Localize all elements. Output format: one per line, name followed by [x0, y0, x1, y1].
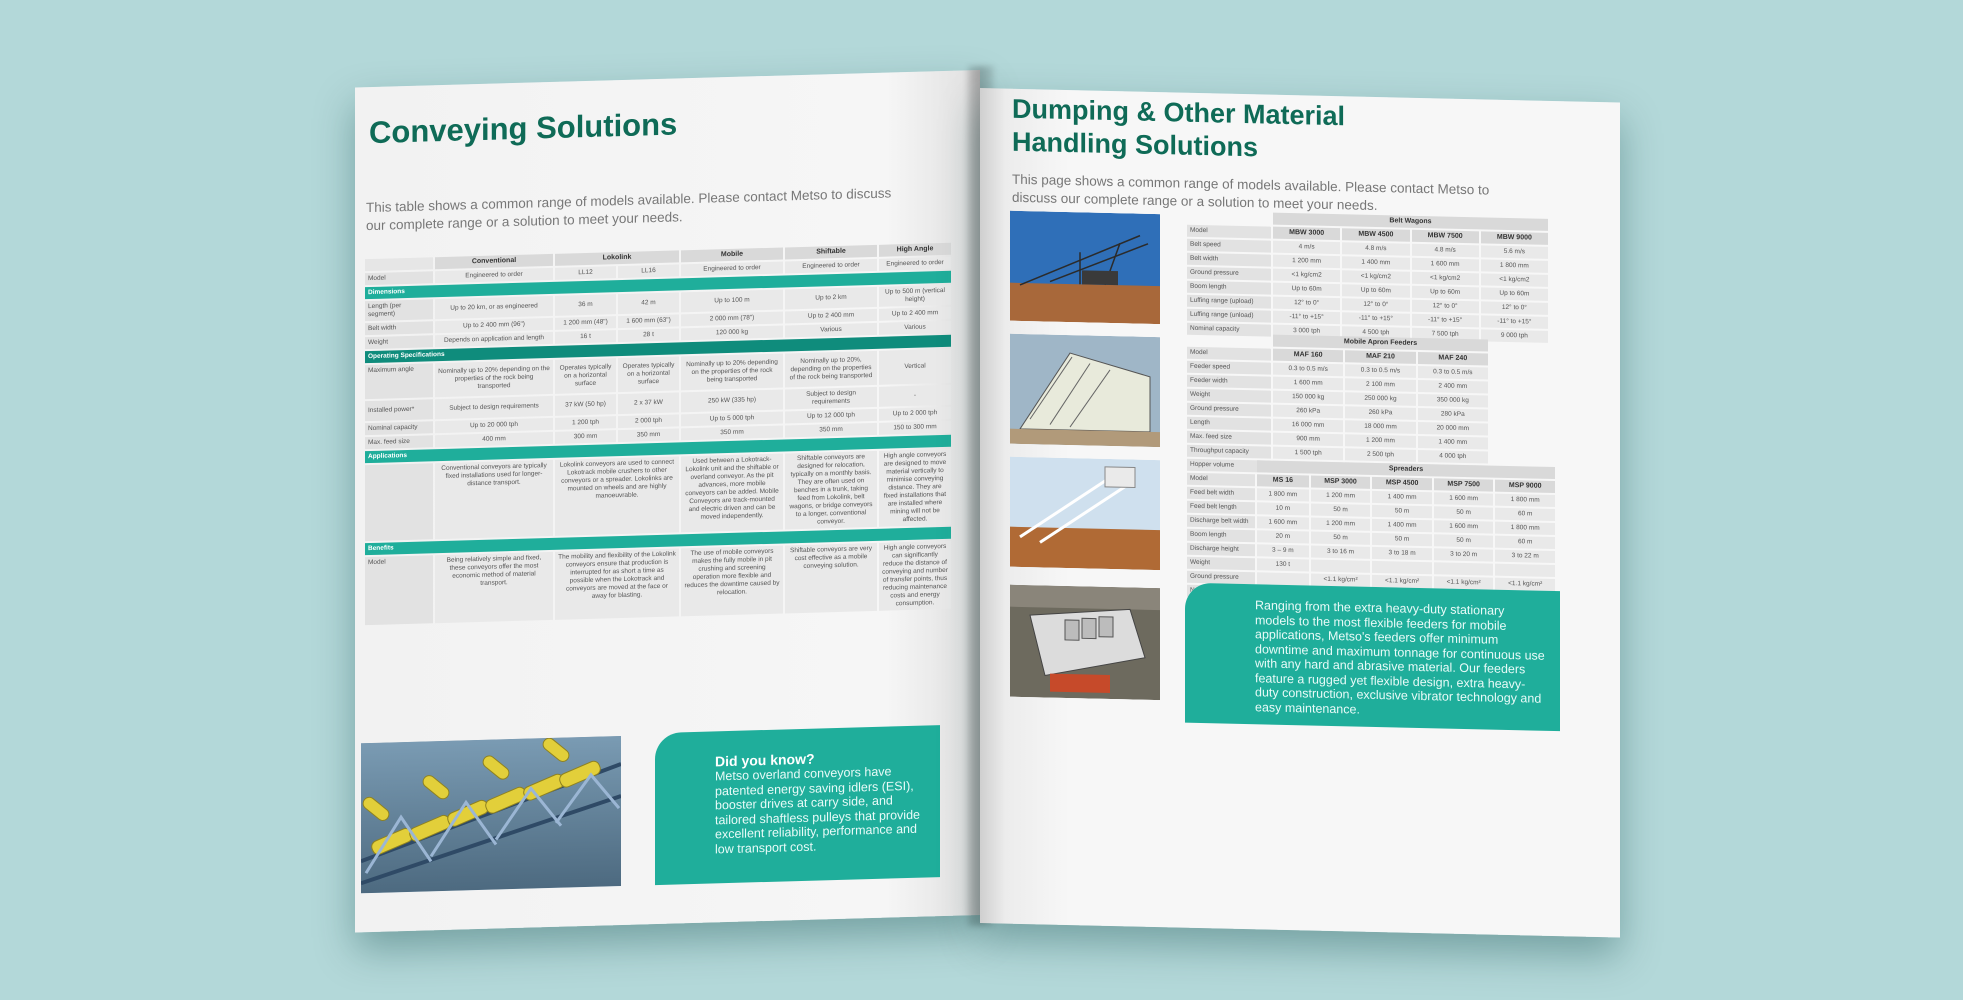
- table-cell: Engineered to order: [785, 259, 877, 274]
- table-cell: Model: [1187, 347, 1271, 361]
- table-cell: Feed belt length: [1187, 501, 1255, 515]
- table-cell: Feed belt width: [1187, 487, 1255, 501]
- table-cell: Belt speed: [1187, 239, 1271, 253]
- table-cell: Up to 2 km: [785, 287, 877, 310]
- table-header: MSP 3000: [1311, 476, 1371, 489]
- table-cell: 12° to 0°: [1481, 301, 1548, 315]
- table-cell: 4 m/s: [1273, 241, 1340, 255]
- table-cell: 10 m: [1257, 502, 1309, 515]
- table-cell: Maximum angle: [365, 363, 433, 399]
- table-cell: Model: [1187, 225, 1271, 239]
- table-cell: <1.1 kg/cm²: [1495, 578, 1555, 591]
- table-cell: Operates typically on a horizontal surface: [618, 356, 679, 392]
- table-cell: -11° to +15°: [1273, 311, 1340, 325]
- table-cell: 36 m: [555, 294, 616, 316]
- table-cell: Up to 60m: [1481, 287, 1548, 301]
- table-cell: 2 x 37 kW: [618, 392, 679, 414]
- table-cell: Engineered to order: [681, 262, 783, 277]
- table-cell: Up to 20 000 tph: [435, 418, 553, 433]
- table-cell: 2 000 tph: [618, 414, 679, 428]
- table-cell: <1.1 kg/cm²: [1372, 575, 1432, 588]
- did-you-know-box: [655, 725, 940, 885]
- table-cell: 120 000 kg: [681, 326, 783, 341]
- table-cell: Up to 2 000 tph: [879, 407, 951, 421]
- table-cell: Subject to design requirements: [435, 396, 553, 419]
- table-header: MBW 9000: [1481, 231, 1548, 245]
- section-band: Operating Specifications: [365, 335, 951, 363]
- apron-feeder-photo: [1010, 334, 1160, 447]
- table-cell: Conventional conveyors are typically fixed installations used for longer-distance transport.: [435, 460, 553, 539]
- title-line-2: Handling Solutions: [1012, 126, 1258, 163]
- table-cell: 2 000 mm (78"): [681, 312, 783, 327]
- table-cell: 900 mm: [1273, 433, 1343, 447]
- table-cell: <1 kg/cm2: [1273, 269, 1340, 283]
- table-cell: Ground pressure: [1187, 403, 1271, 417]
- table-cell: 1 600 mm (63"): [618, 314, 679, 328]
- section-band: Applications: [365, 435, 951, 463]
- table-cell: 5.6 m/s: [1481, 245, 1548, 259]
- table-cell: 130 t: [1257, 558, 1309, 571]
- table-cell: Up to 100 m: [681, 290, 783, 313]
- conveying-table: [363, 241, 953, 627]
- table-cell: <1 kg/cm2: [1412, 272, 1479, 286]
- table-cell: Max. feed size: [1187, 431, 1271, 445]
- table-cell: 3 to 18 m: [1372, 547, 1432, 560]
- table-cell: 1 200 mm: [1311, 518, 1371, 531]
- table-cell: Model: [1187, 473, 1255, 487]
- table-cell: 350 mm: [618, 428, 679, 442]
- table-cell: 1 400 mm: [1342, 256, 1409, 270]
- table-cell: Up to 12 000 tph: [785, 409, 877, 424]
- table-cell: Nominal capacity: [365, 421, 433, 435]
- table-cell: 260 kPa: [1273, 405, 1343, 419]
- table-cell: 1 600 mm: [1412, 258, 1479, 272]
- table-header: Lokolink: [555, 250, 679, 265]
- table-cell: [1372, 561, 1432, 574]
- feeder-photo: [1010, 585, 1160, 700]
- table-cell: <1.1 kg/cm²: [1311, 574, 1371, 587]
- table-cell: Nominally up to 20%, depending on the properties of the rock being transported: [785, 351, 877, 388]
- table-cell: 250 kW (335 hp): [681, 390, 783, 413]
- table-cell: 4 000 tph: [1418, 450, 1488, 464]
- page-title-conveying: Conveying Solutions: [369, 106, 678, 151]
- table-cell: 16 000 mm: [1273, 419, 1343, 433]
- table-cell: Weight: [365, 335, 433, 349]
- table-cell: Up to 60m: [1412, 286, 1479, 300]
- table-header: MSP 7500: [1434, 478, 1494, 491]
- table-cell: Shiftable conveyors are designed for relocation, typically on a monthly basis. They are often used on benches in a trunk, taking feed from Lokolink, belt wagons, or bridge conveyors to a longer, conventional conveyor.: [785, 451, 877, 530]
- did-you-know-text: Metso overland conveyors have patented energy saving idlers (ESI), booster drives at carry side, and tailored shaftless pulleys that provide excellent reliability, performance and low transport cost.: [715, 764, 920, 856]
- table-cell: Shiftable conveyors are very cost effective as a mobile conveying solution.: [785, 543, 877, 614]
- table-cell: Up to 20 km, or as engineered: [435, 296, 553, 319]
- feeders-info-box: [1185, 583, 1560, 732]
- table-cell: 1 800 mm: [1481, 259, 1548, 273]
- table-cell: 0.3 to 0.5 m/s: [1418, 366, 1488, 380]
- table-cell: Boom length: [1187, 529, 1255, 543]
- table-cell: 1 200 mm: [1311, 490, 1371, 503]
- table-cell: 350 mm: [785, 423, 877, 438]
- table-cell: 1 400 mm: [1418, 436, 1488, 450]
- section-band: Benefits: [365, 527, 951, 555]
- table-cell: 1 200 tph: [555, 416, 616, 430]
- table-cell: 1 200 mm (48"): [555, 316, 616, 330]
- table-cell: Length: [1187, 417, 1271, 431]
- right-page: [980, 88, 1620, 938]
- group-header: Spreaders: [1257, 460, 1555, 479]
- table-cell: 7 500 tph: [1412, 328, 1479, 342]
- table-cell: Up to 60m: [1273, 283, 1340, 297]
- table-cell: Vertical: [879, 349, 951, 385]
- table-cell: <1 kg/cm2: [1481, 273, 1548, 287]
- table-cell: Ground pressure: [1187, 571, 1255, 585]
- table-cell: -11° to +15°: [1481, 315, 1548, 329]
- left-intro: This table shows a common range of models available. Please contact Metso to discuss our complete range or a solution to meet your needs.: [366, 185, 892, 234]
- table-cell: 280 kPa: [1418, 408, 1488, 422]
- table-cell: 1 800 mm: [1257, 488, 1309, 501]
- table-cell: [1434, 562, 1494, 575]
- table-cell: Used between a Lokotrack-Lokolink unit and the shiftable or overland conveyor. As the pit advances, more mobile conveyors can be added. Mobile Conveyors are track-mounted and electric driven and can be moved independently.: [681, 454, 783, 533]
- table-cell: LL16: [618, 264, 679, 278]
- table-header: MSP 9000: [1495, 480, 1555, 493]
- table-cell: 1 400 mm: [1372, 491, 1432, 504]
- table-cell: Up to 60m: [1342, 284, 1409, 298]
- table-cell: 250 000 kg: [1345, 392, 1415, 406]
- title-line-1: Dumping & Other Material: [1012, 93, 1346, 132]
- table-cell: Feeder width: [1187, 375, 1271, 389]
- table-cell: <1 kg/cm2: [1342, 270, 1409, 284]
- table-cell: 12° to 0°: [1273, 297, 1340, 311]
- table-cell: 2 400 mm: [1418, 380, 1488, 394]
- table-cell: Operates typically on a horizontal surface: [555, 358, 616, 394]
- table-cell: 16 t: [555, 330, 616, 344]
- table-cell: 37 kW (50 hp): [555, 394, 616, 416]
- table-cell: Model: [365, 555, 433, 625]
- table-cell: 1 800 mm: [1495, 494, 1555, 507]
- table-cell: 1 600 mm: [1273, 377, 1343, 391]
- table-cell: Up to 500 m (vertical height): [879, 285, 951, 307]
- table-cell: 12° to 0°: [1342, 298, 1409, 312]
- table-cell: Up to 2 400 mm (96"): [435, 318, 553, 333]
- table-cell: Engineered to order: [435, 268, 553, 283]
- table-cell: Discharge belt width: [1187, 515, 1255, 529]
- table-cell: 1 600 mm: [1434, 492, 1494, 505]
- table-cell: Hopper volume: [1187, 459, 1271, 473]
- table-cell: 2 500 tph: [1345, 448, 1415, 462]
- table-cell: 3 000 tph: [1273, 325, 1340, 339]
- table-cell: 350 mm: [681, 426, 783, 441]
- table-cell: Lokolink conveyors are used to connect Lokotrack mobile crushers to other conveyors or a spreader. Lokolinks are mounted on wheels and are highly manoeuvrable.: [555, 456, 679, 535]
- table-cell: 350 000 kg: [1418, 394, 1488, 408]
- table-cell: 4.8 m/s: [1342, 242, 1409, 256]
- table-cell: 42 m: [618, 292, 679, 314]
- group-header: Mobile Apron Feeders: [1273, 335, 1488, 352]
- table-cell: Nominally up to 20% depending on the properties of the rock being transported: [681, 354, 783, 391]
- table-cell: LL12: [555, 266, 616, 280]
- table-cell: 2 100 mm: [1345, 378, 1415, 392]
- table-cell: 18 000 mm: [1345, 420, 1415, 434]
- table-cell: Nominal capacity: [1187, 323, 1271, 337]
- table-cell: 3 to 20 m: [1434, 548, 1494, 561]
- group-header: Belt Wagons: [1273, 213, 1548, 231]
- table-cell: Weight: [1187, 389, 1271, 403]
- table-cell: 60 m: [1495, 508, 1555, 521]
- table-cell: -11° to +15°: [1342, 312, 1409, 326]
- table-header: Mobile: [681, 248, 783, 263]
- table-cell: Discharge height: [1187, 543, 1255, 557]
- table-cell: Subject to design requirements: [785, 387, 877, 410]
- table-cell: Various: [879, 321, 951, 335]
- table-cell: 50 m: [1311, 504, 1371, 517]
- table-cell: 12° to 0°: [1412, 300, 1479, 314]
- table-cell: Various: [785, 323, 877, 338]
- table-cell: 3 – 9 m: [1257, 544, 1309, 557]
- table-cell: Up to 2 400 mm: [785, 309, 877, 324]
- table-header: MAF 160: [1273, 349, 1343, 363]
- table-cell: Weight: [1187, 557, 1255, 571]
- table-cell: Feeder speed: [1187, 361, 1271, 375]
- table-header: MAF 210: [1345, 350, 1415, 364]
- table-cell: Throughput capacity: [1187, 445, 1271, 459]
- table-cell: Max. feed size: [365, 435, 433, 449]
- table-cell: <1.1 kg/cm²: [1434, 576, 1494, 589]
- table-cell: 50 m: [1434, 506, 1494, 519]
- table-cell: High angle conveyors are designed to move material vertically to minimise conveying distance. They are fixed installations that are installed where mining will not be affected.: [879, 449, 951, 527]
- table-cell: Belt width: [365, 321, 433, 335]
- left-page: [355, 70, 980, 932]
- table-cell: 9 000 tph: [1481, 329, 1548, 343]
- table-cell: Installed power*: [365, 399, 433, 421]
- table-header: Conventional: [435, 254, 553, 269]
- table-header: High Angle: [879, 243, 951, 257]
- table-header: Shiftable: [785, 245, 877, 260]
- spreader-photo: [1010, 457, 1160, 570]
- table-cell: The mobility and flexibility of the Lokolink conveyors ensure that production is interrupted for as short a time as possible when the Lokotrack and conveyors are moved at the face or away for blasting.: [555, 548, 679, 619]
- did-you-know-title: Did you know?: [715, 750, 815, 770]
- table-header: MBW 7500: [1412, 230, 1479, 244]
- table-cell: 0.3 to 0.5 m/s: [1345, 364, 1415, 378]
- table-header: MS 16: [1257, 474, 1309, 487]
- belt-wagons-table: [1185, 209, 1550, 345]
- table-cell: Ground pressure: [1187, 267, 1271, 281]
- table-cell: 150 000 kg: [1273, 391, 1343, 405]
- table-header: MAF 240: [1418, 352, 1488, 366]
- table-cell: 4 500 tph: [1342, 326, 1409, 340]
- conveyor-idlers-photo: [361, 736, 621, 893]
- table-cell: [1311, 560, 1371, 573]
- table-cell: 300 mm: [555, 430, 616, 444]
- table-cell: 3 to 22 m: [1495, 550, 1555, 563]
- table-header: [1187, 333, 1271, 347]
- table-cell: 50 m: [1372, 505, 1432, 518]
- table-cell: 1 200 mm: [1345, 434, 1415, 448]
- table-cell: 28 t: [618, 328, 679, 342]
- table-header: [365, 257, 433, 271]
- page-title-dumping: [1012, 93, 1345, 167]
- table-cell: 20 m: [1257, 530, 1309, 543]
- table-cell: 260 kPa: [1345, 406, 1415, 420]
- table-cell: 0.3 to 0.5 m/s: [1273, 363, 1343, 377]
- table-cell: 400 mm: [435, 432, 553, 447]
- table-cell: Luffing range (upload): [1187, 295, 1271, 309]
- table-cell: 150 to 300 mm: [879, 421, 951, 435]
- table-header: [1187, 211, 1271, 225]
- table-cell: 1 600 mm: [1434, 520, 1494, 533]
- table-header: MBW 3000: [1273, 227, 1340, 241]
- table-cell: Up to 2 400 mm: [879, 307, 951, 321]
- table-cell: 1 200 mm: [1273, 255, 1340, 269]
- table-cell: 50 m: [1372, 533, 1432, 546]
- table-cell: Luffing range (unload): [1187, 309, 1271, 323]
- table-cell: [1495, 564, 1555, 577]
- table-cell: [365, 463, 433, 541]
- belt-wagon-photo: [1010, 211, 1160, 324]
- table-cell: Length (per segment): [365, 299, 433, 321]
- table-cell: Depends on application and length: [435, 332, 553, 347]
- table-cell: -: [879, 385, 951, 407]
- table-cell: 1 500 tph: [1273, 447, 1343, 461]
- table-cell: 50 m: [1311, 532, 1371, 545]
- table-cell: Being relatively simple and fixed, these conveyors offer the most economic method of material transport.: [435, 552, 553, 623]
- table-cell: 1 600 mm: [1257, 516, 1309, 529]
- table-cell: 1 800 mm: [1495, 522, 1555, 535]
- table-cell: Boom length: [1187, 281, 1271, 295]
- section-band: Dimensions: [365, 271, 951, 299]
- table-cell: 4.8 m/s: [1412, 244, 1479, 258]
- table-cell: 60 m: [1495, 536, 1555, 549]
- table-cell: 20 000 mm: [1418, 422, 1488, 436]
- table-cell: 3 to 16 m: [1311, 546, 1371, 559]
- table-cell: Nominally up to 20% depending on the properties of the rock being transported: [435, 360, 553, 397]
- table-cell: 1 400 mm: [1372, 519, 1432, 532]
- table-header: [1187, 459, 1255, 473]
- table-cell: 50 m: [1434, 534, 1494, 547]
- table-cell: The use of mobile conveyors makes the fully mobile in pit crushing and screening operation more flexible and reduces the downtime caused by relocation.: [681, 546, 783, 617]
- table-cell: Belt width: [1187, 253, 1271, 267]
- table-cell: Up to 5 000 tph: [681, 412, 783, 427]
- table-cell: High angle conveyors can significantly reduce the distance of conveying and number of transfer points, thus reducing maintenance costs and energy consumption.: [879, 541, 951, 611]
- right-intro: This page shows a common range of models available. Please contact Metso to discuss our complete range or a solution to meet your needs.: [1012, 171, 1490, 214]
- feeders-info-text: Ranging from the extra heavy-duty stationary models to the most flexible feeders for mobile applications, Metso's feeders offer minimum downtime and maximum tonnage for continuous use with any hard and abrasive material. Our feeders feature a rugged yet flexible design, extra heavy-duty construction, exclusive vibrator technology and easy maintenance.: [1255, 598, 1545, 717]
- table-cell: Model: [365, 271, 433, 285]
- table-cell: -11° to +15°: [1412, 314, 1479, 328]
- table-header: MSP 4500: [1372, 477, 1432, 490]
- table-header: MBW 4500: [1342, 228, 1409, 242]
- table-cell: Engineered to order: [879, 257, 951, 271]
